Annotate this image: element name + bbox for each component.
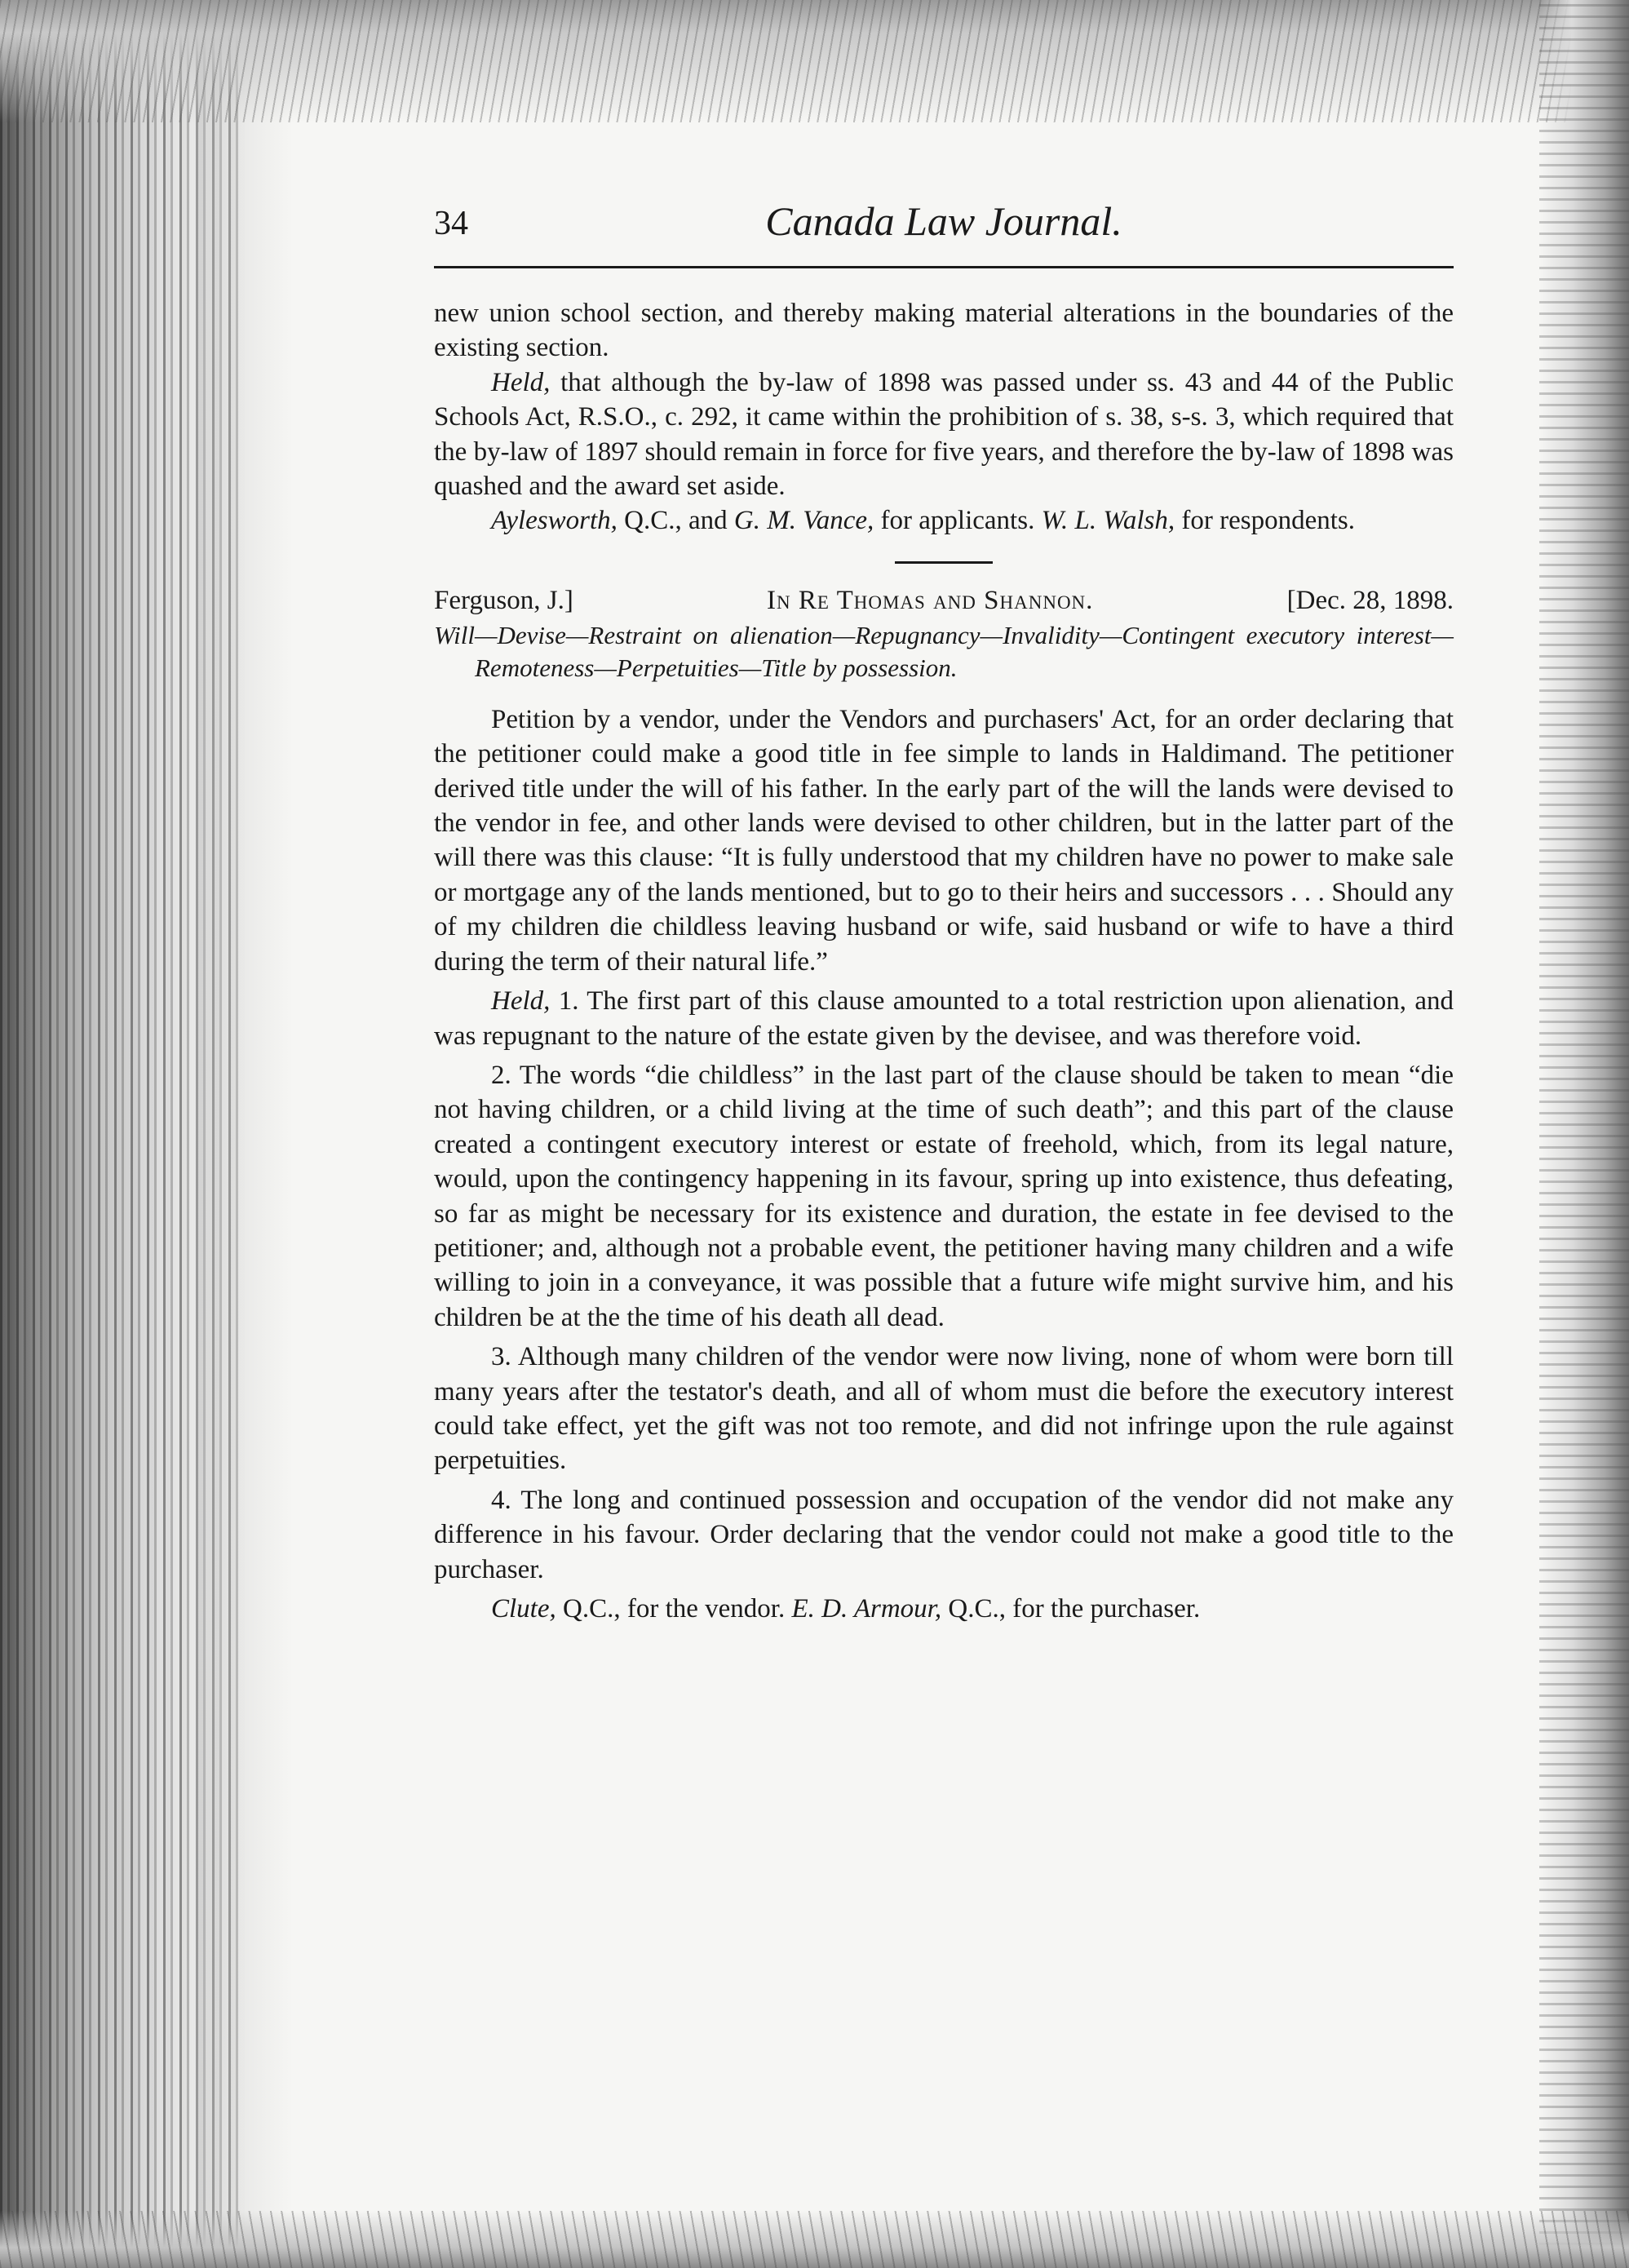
binding-fade bbox=[196, 0, 294, 2268]
counsel-name: G. M. Vance, bbox=[733, 506, 874, 536]
counsel-paragraph: Aylesworth, Q.C., and G. M. Vance, for applicants. W. L. Walsh, for respondents. bbox=[491, 506, 1355, 536]
section-divider bbox=[895, 561, 993, 564]
header-rule bbox=[434, 266, 1454, 268]
counsel-name: W. L. Walsh, bbox=[1041, 506, 1175, 536]
top-edge-artifact bbox=[0, 0, 1629, 122]
held-paragraph-3: 3. Although many children of the vendor were now living, none of whom were born till many years after the testator's death, and all of whom must die before the executory interest could take effect, yet the gift was not too remote, and did not infringe upon the rule against perpetuities. bbox=[434, 1342, 1454, 1476]
journal-title: Canada Law Journal. bbox=[765, 198, 1122, 244]
right-edge-artifact bbox=[1539, 0, 1629, 2268]
held-paragraph bbox=[434, 365, 1454, 504]
page-text bbox=[434, 179, 1454, 1626]
held-label: Held, bbox=[491, 367, 551, 397]
case-heading bbox=[434, 583, 1454, 618]
counsel-name: Aylesworth, bbox=[491, 506, 618, 536]
petition-paragraph: Petition by a vendor, under the Vendors and purchasers' Act, for an order declaring that the petitioner could make a good title in fee simple to lands in Haldimand. The petitioner derived title under the will of his father. In the early part of the will the lands were devised to the vendor in fee, and other lands were devised to other children, but in the latter part of the will there was this clause: “It is fully understood that my children have no power to make sale or mortgage any of the lands mentioned, but to go to their heirs and successors . . . Should any of my children die childless leaving husband or wife, said husband or wife to have a third during the term of their natural life.” bbox=[434, 704, 1454, 977]
held-paragraph-1: Held, 1. The first part of this clause amounted to a total restriction upon alienation, and was repugnant to the nature of the estate given by the devisee, and was therefore void. bbox=[434, 986, 1454, 1051]
bottom-edge-artifact bbox=[0, 2211, 1629, 2268]
held-text: that although the by-law of 1898 was passed under ss. 43 and 44 of the Public Schools Act, R.S.O., c. 292, it came within the prohibition of s. 38, s-s. 3, which required that the by-law of 1897 should remain in force for five years, and therefore the by-law of 1898 was quashed and the award set aside. bbox=[434, 367, 1454, 502]
case-title: In Re Thomas and Shannon. bbox=[767, 585, 1094, 615]
page-number: 34 bbox=[434, 205, 468, 242]
catchwords: Will—Devise—Restraint on alienation—Repugnancy—Invalidity—Contingent executory interest—Remoteness—Perpetuities—Title by possession. bbox=[434, 620, 1454, 682]
held-label: Held, bbox=[491, 986, 551, 1017]
judge-name: Ferguson, J.] bbox=[434, 585, 573, 615]
counsel-paragraph: Clute, Q.C., for the vendor. E. D. Armour, Q.C., for the purchaser. bbox=[491, 1594, 1201, 1623]
counsel-name: Clute, bbox=[491, 1594, 556, 1623]
held-paragraph-2: 2. The words “die childless” in the last part of the clause should be taken to mean “die not having children, or a child living at the time of such death”; and this part of the clause created a contingent executory interest or estate of freehold, which, from its legal nature, would, upon the contingency happening in its favour, spring up into existence, thus defeating, so far as might be necessary for its existence and duration, the estate in fee devised to the petitioner; and, although not a probable event, the petitioner having many children and a wife willing to join in a conveyance, it was possible that a future wife might survive him, and his children be at the the time of his death all dead. bbox=[434, 1060, 1454, 1332]
running-header bbox=[434, 179, 1454, 261]
held-paragraph-4: 4. The long and continued possession and occupation of the vendor did not make any difference in his favour. Order declaring that the vendor could not make a good title to the purchaser. bbox=[434, 1485, 1454, 1584]
counsel-name: E. D. Armour, bbox=[791, 1594, 942, 1623]
continued-paragraph: new union school section, and thereby making material alterations in the boundaries of the existing section. bbox=[434, 299, 1454, 363]
case-date: [Dec. 28, 1898. bbox=[1286, 585, 1454, 615]
